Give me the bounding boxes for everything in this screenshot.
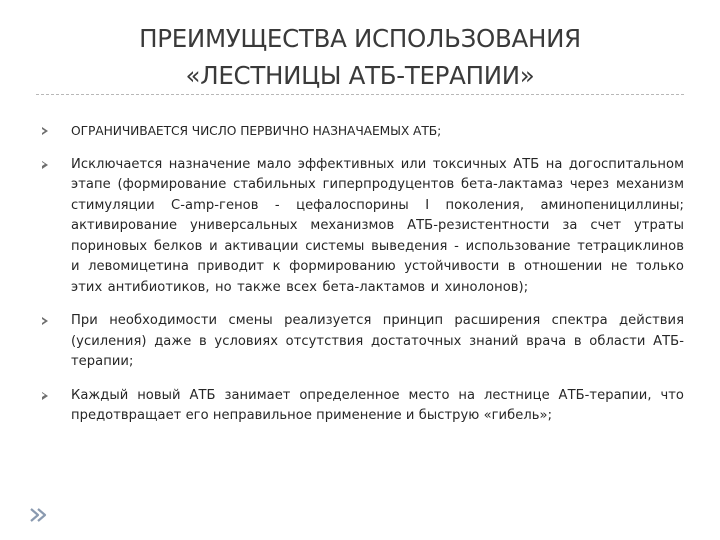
- bullet-text: ОГРАНИЧИВАЕТСЯ ЧИСЛО ПЕРВИЧНО НАЗНАЧАЕМЫХ АТБ;: [71, 124, 442, 138]
- triangle-bullet-icon: [42, 161, 48, 169]
- triangle-bullet-icon: [42, 317, 48, 325]
- bullet-item: [42, 155, 684, 299]
- bullet-text: Исключается назначение мало эффективных или токсичных АТБ на догоспитальном этапе (формирование стабильных гиперпродуцентов бета-лактамаз через механизм стимуляции C-amp-генов - цефалоспорины I поколения, аминопенициллины; активирование универсальных механизмов АТБ-резистентности за счет утраты пориновых белков и активации системы выведения - использование тетрациклинов и левомицетина приводит к формированию устойчивости в отношении не только этих антибиотиков, но также всех бета-лактамов и хинолонов);: [71, 156, 684, 295]
- bullet-item: [42, 386, 684, 427]
- double-chevron-icon: [29, 506, 49, 524]
- slide-title: [0, 20, 720, 94]
- bullet-item: [42, 121, 684, 142]
- bullet-list: [42, 121, 684, 440]
- bullet-item: [42, 311, 684, 373]
- bullet-text: При необходимости смены реализуется принцип расширения спектра действия (усиления) даже в условиях отсутствия достаточных знаний врача в области АТБ-терапии;: [71, 313, 684, 369]
- triangle-bullet-icon: [42, 392, 48, 400]
- bullet-text: Каждый новый АТБ занимает определенное место на лестнице АТБ-терапии, что предотвращает его неправильное применение и быструю «гибель»;: [71, 387, 684, 423]
- slide-title-line-1: ПРЕИМУЩЕСТВА ИСПОЛЬЗОВАНИЯ: [139, 24, 581, 53]
- slide-title-line-2: «ЛЕСТНИЦЫ АТБ-ТЕРАПИИ»: [185, 61, 535, 90]
- triangle-bullet-icon: [42, 127, 48, 135]
- title-divider: [36, 94, 684, 95]
